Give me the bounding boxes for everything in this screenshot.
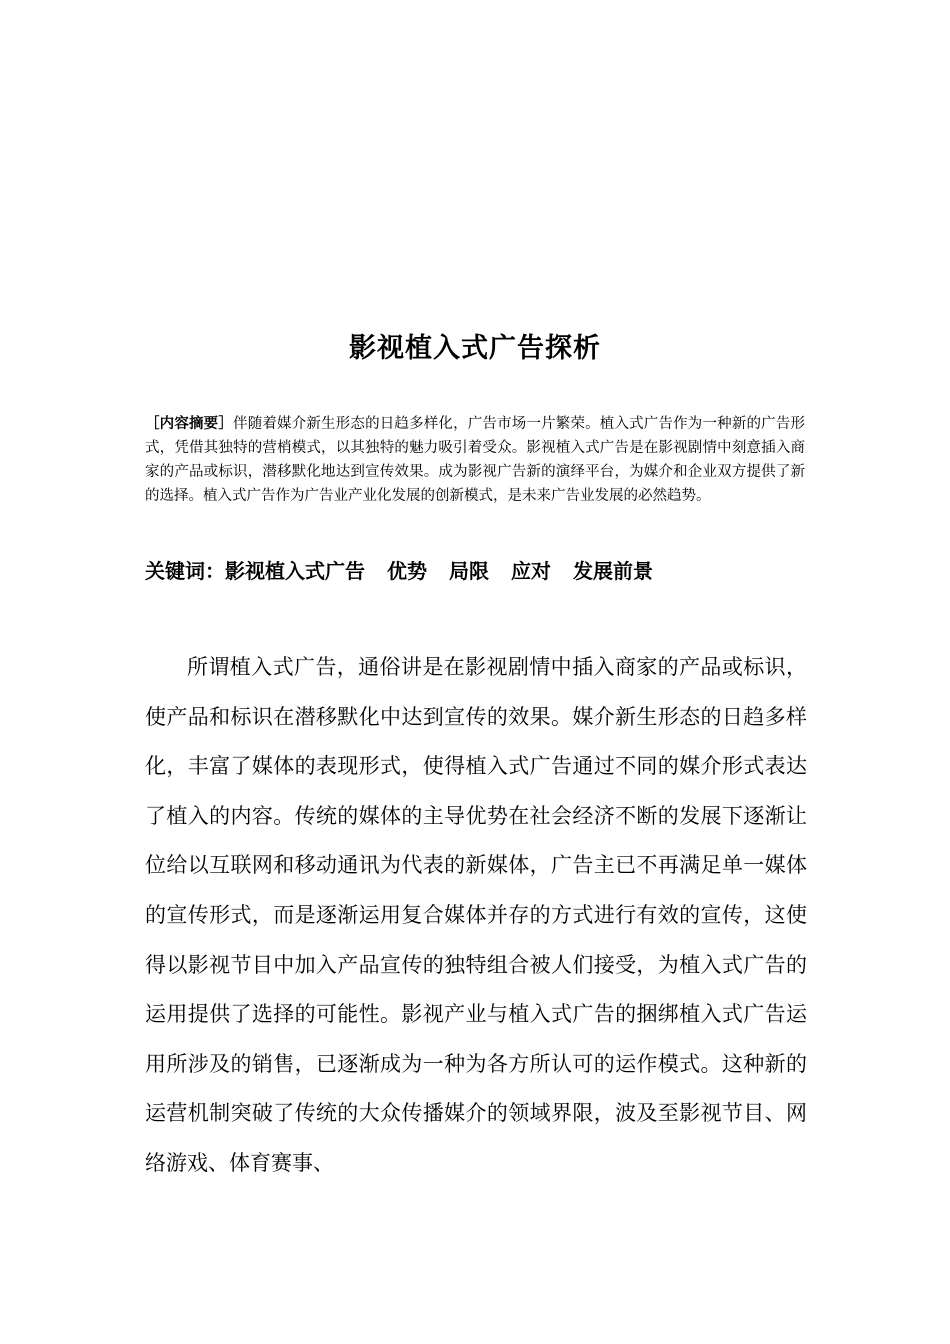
keyword-item: 发展前景 (573, 559, 653, 583)
body-paragraph: 所谓植入式广告，通俗讲是在影视剧情中插入商家的产品或标识，使产品和标识在潜移默化中达到宣传的效果。媒介新生形态的日趋多样化，丰富了媒体的表现形式，使得植入式广告通过不同的媒介形式表达了植入的内容。传统的媒体的主导优势在社会经济不断的发展下逐渐让位给以互联网和移动通讯为代表的新媒体，广告主已不再满足单一媒体的宣传形式，而是逐渐运用复合媒体并存的方式进行有效的宣传，这使得以影视节目中加入产品宣传的独特组合被人们接受，为植入式广告的运用提供了选择的可能性。影视产业与植入式广告的捆绑植入式广告运用所涉及的销售，已逐渐成为一种为各方所认可的运作模式。这种新的运营机制突破了传统的大众传播媒介的领域界限，波及至影视节目、网络游戏、体育赛事、 (145, 655, 807, 1175)
abstract-label: ［内容摘要］ (145, 415, 234, 432)
keyword-item: 影视植入式广告 (225, 559, 365, 583)
abstract-text: 伴随着媒介新生形态的日趋多样化，广告市场一片繁荣。植入式广告作为一种新的广告形式，凭借其独特的营梢模式，以其独特的魅力吸引着受众。影视植入式广告是在影视剧情中刻意插入商家的产品或标识，潜移默化地达到宣传效果。成为影视广告新的演绎平台，为媒介和企业双方提供了新的选择。植入式广告作为广告业产业化发展的创新模式，是未来广告业发展的必然趋势。 (145, 416, 806, 504)
abstract-section (145, 412, 805, 508)
keywords-label: 关键词： (145, 559, 225, 583)
document-title: 影视植入式广告探析 (349, 333, 601, 364)
keyword-item: 应对 (511, 559, 551, 583)
keyword-item: 局限 (449, 559, 489, 583)
keywords-section (145, 556, 825, 586)
keyword-item: 优势 (387, 559, 427, 583)
